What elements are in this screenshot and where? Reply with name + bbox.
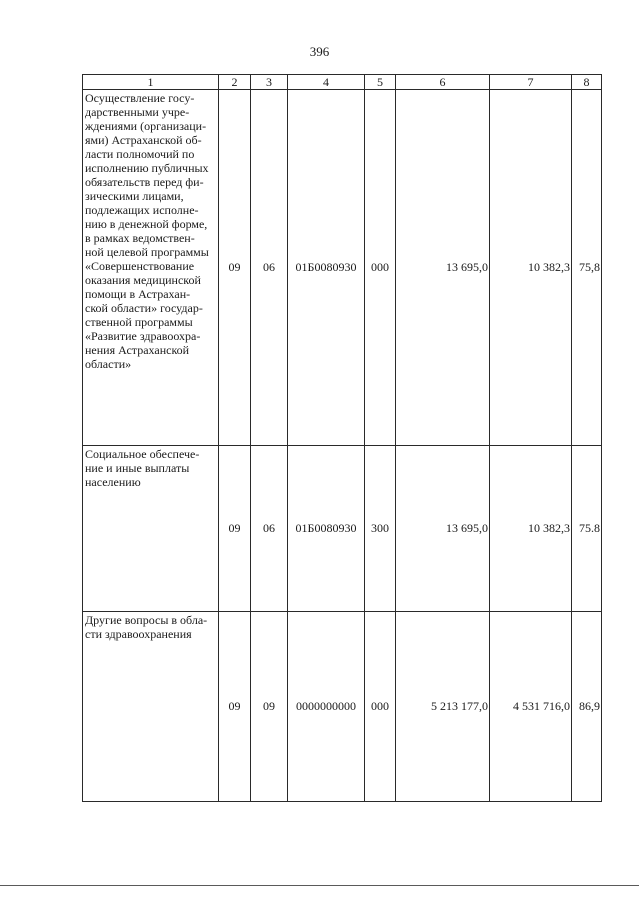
page-number: 396 <box>309 44 330 59</box>
section-code: 09 <box>219 446 251 612</box>
bottom-rule <box>0 885 639 886</box>
header-row <box>83 75 602 90</box>
col7-amount: 10 382,3 <box>490 446 572 612</box>
table-row <box>83 612 602 802</box>
expense-type-code: 000 <box>365 90 396 446</box>
column-header-6: 6 <box>396 75 490 90</box>
target-article-code: 01Б0080930 <box>288 90 365 446</box>
column-header-2: 2 <box>219 75 251 90</box>
target-article-code: 0000000000 <box>288 612 365 802</box>
section-code: 09 <box>219 90 251 446</box>
row-description: Другие вопросы в обла- сти здравоохранения <box>83 612 219 802</box>
expense-type-code: 000 <box>365 612 396 802</box>
column-header-8: 8 <box>572 75 602 90</box>
col6-amount: 13 695,0 <box>396 90 490 446</box>
column-header-4: 4 <box>288 75 365 90</box>
col6-amount: 13 695,0 <box>396 446 490 612</box>
col8-percent: 75.8 <box>572 446 602 612</box>
subsection-code: 09 <box>251 612 288 802</box>
target-article-code: 01Б0080930 <box>288 446 365 612</box>
section-code: 09 <box>219 612 251 802</box>
column-header-7: 7 <box>490 75 572 90</box>
budget-table <box>82 74 602 802</box>
table-row <box>83 90 602 446</box>
col8-percent: 75,8 <box>572 90 602 446</box>
col7-amount: 10 382,3 <box>490 90 572 446</box>
expense-type-code: 300 <box>365 446 396 612</box>
col7-amount: 4 531 716,0 <box>490 612 572 802</box>
col8-percent: 86,9 <box>572 612 602 802</box>
subsection-code: 06 <box>251 446 288 612</box>
column-header-5: 5 <box>365 75 396 90</box>
row-description: Осуществление госу- дарственными учре- ждениями (организаци- ями) Астраханской об- ласти полномочий по исполнению публичных обязательств перед фи- зическими лицами, подлежащих исполне- нию в денежной форме, в рамках ведомствен- ной целевой программы «Совершенствование оказания медицинской помощи в Астрахан- ской области» государ- ственной программы «Развитие здравоохра- нения Астраханской области» <box>83 90 219 446</box>
col6-amount: 5 213 177,0 <box>396 612 490 802</box>
subsection-code: 06 <box>251 90 288 446</box>
table-row <box>83 446 602 612</box>
column-header-3: 3 <box>251 75 288 90</box>
row-description: Социальное обеспече- ние и иные выплаты населению <box>83 446 219 612</box>
column-header-1: 1 <box>83 75 219 90</box>
